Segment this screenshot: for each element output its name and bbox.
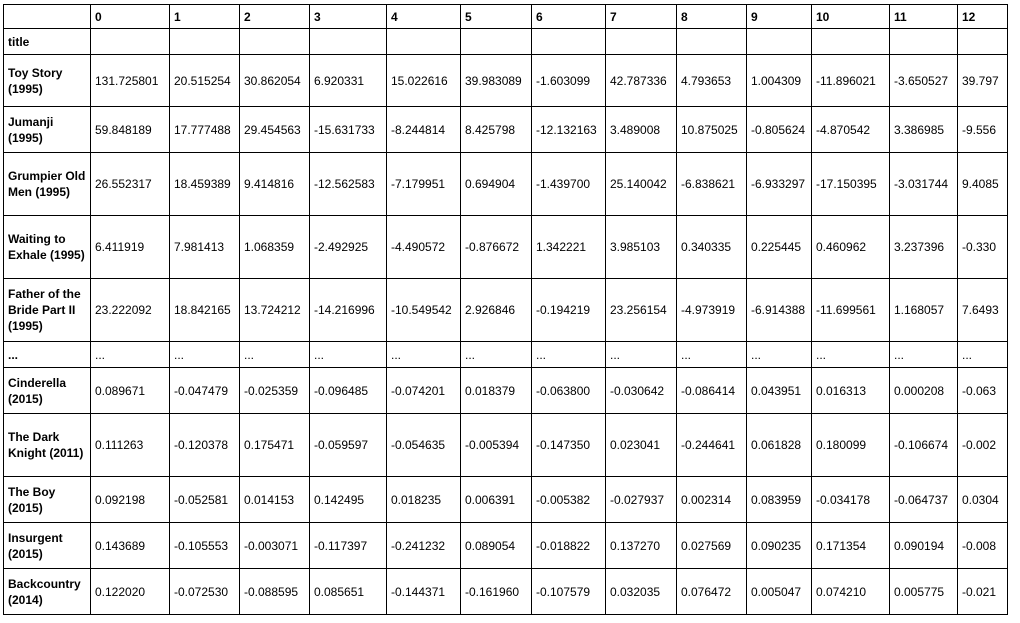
table-cell: 0.089054 [461,523,532,569]
table-cell: -0.805624 [747,107,812,153]
table-cell: ... [387,342,461,368]
table-row [4,216,1008,279]
empty-cell [606,29,677,55]
table-cell: -1.439700 [532,153,606,216]
table-cell: 0.006391 [461,477,532,523]
table-cell: -1.603099 [532,55,606,107]
table-cell: 0.005047 [747,569,812,615]
table-cell: 1.342221 [532,216,606,279]
table-cell: ... [461,342,532,368]
table-cell: -0.005394 [461,414,532,477]
row-label: ... [4,342,91,368]
table-cell: 42.787336 [606,55,677,107]
table-cell: -0.072530 [170,569,240,615]
empty-cell [532,29,606,55]
table-cell: 0.043951 [747,368,812,414]
column-header-9: 9 [747,5,812,29]
table-cell: 9.4085 [958,153,1008,216]
row-label: The Boy (2015) [4,477,91,523]
table-cell: -0.064737 [890,477,958,523]
table-cell: 4.793653 [677,55,747,107]
table-cell: -0.063 [958,368,1008,414]
table-cell: -4.870542 [812,107,890,153]
table-cell: -0.161960 [461,569,532,615]
table-cell: 7.6493 [958,279,1008,342]
table-row [4,342,1008,368]
table-cell: 0.089671 [91,368,170,414]
table-cell: -0.047479 [170,368,240,414]
index-name-cell: title [4,29,91,55]
table-cell: 18.842165 [170,279,240,342]
table-cell: 20.515254 [170,55,240,107]
table-cell: -17.150395 [812,153,890,216]
table-cell: -0.244641 [677,414,747,477]
table-cell: 0.694904 [461,153,532,216]
table-cell: -0.241232 [387,523,461,569]
table-cell: 15.022616 [387,55,461,107]
table-cell: -0.003071 [240,523,310,569]
table-cell: 1.168057 [890,279,958,342]
table-cell: ... [606,342,677,368]
table-row [4,523,1008,569]
empty-cell [310,29,387,55]
table-cell: 0.0304 [958,477,1008,523]
table-cell: 3.489008 [606,107,677,153]
table-cell: ... [170,342,240,368]
table-cell: 0.180099 [812,414,890,477]
table-cell: -9.556 [958,107,1008,153]
column-header-1: 1 [170,5,240,29]
row-label: The Dark Knight (2011) [4,414,91,477]
table-cell: -0.030642 [606,368,677,414]
table-cell: -0.330 [958,216,1008,279]
table-cell: 0.074210 [812,569,890,615]
table-cell: 0.005775 [890,569,958,615]
table-cell: -6.933297 [747,153,812,216]
empty-cell [387,29,461,55]
column-header-3: 3 [310,5,387,29]
table-cell: -11.896021 [812,55,890,107]
table-cell: 0.002314 [677,477,747,523]
table-cell: 30.862054 [240,55,310,107]
table-cell: -11.699561 [812,279,890,342]
table-cell: 25.140042 [606,153,677,216]
table-cell: 0.023041 [606,414,677,477]
table-cell: -4.973919 [677,279,747,342]
table-cell: -0.194219 [532,279,606,342]
column-header-8: 8 [677,5,747,29]
table-row [4,279,1008,342]
empty-cell [958,29,1008,55]
table-row [4,477,1008,523]
table-cell: 17.777488 [170,107,240,153]
table-cell: 0.171354 [812,523,890,569]
table-cell: -12.132163 [532,107,606,153]
column-header-5: 5 [461,5,532,29]
table-cell: -0.063800 [532,368,606,414]
table-cell: -0.008 [958,523,1008,569]
table-cell: 2.926846 [461,279,532,342]
table-cell: 0.032035 [606,569,677,615]
table-cell: 18.459389 [170,153,240,216]
table-cell: 26.552317 [91,153,170,216]
table-row [4,569,1008,615]
table-cell: ... [747,342,812,368]
table-cell: 0.018235 [387,477,461,523]
table-cell: 7.981413 [170,216,240,279]
table-cell: 0.340335 [677,216,747,279]
table-cell: -12.562583 [310,153,387,216]
table-cell: 0.018379 [461,368,532,414]
column-header-10: 10 [812,5,890,29]
column-header-7: 7 [606,5,677,29]
column-header-6: 6 [532,5,606,29]
table-cell: -3.650527 [890,55,958,107]
column-header-12: 12 [958,5,1008,29]
table-row [4,107,1008,153]
table-cell: -2.492925 [310,216,387,279]
row-label: Toy Story (1995) [4,55,91,107]
table-cell: -0.096485 [310,368,387,414]
table-cell: 0.076472 [677,569,747,615]
table-cell: -0.088595 [240,569,310,615]
index-name-row [4,29,1008,55]
row-label: Backcountry (2014) [4,569,91,615]
row-label: Cinderella (2015) [4,368,91,414]
row-label: Father of the Bride Part II (1995) [4,279,91,342]
table-cell: -6.914388 [747,279,812,342]
table-row [4,414,1008,477]
table-cell: -0.002 [958,414,1008,477]
table-cell: 39.797 [958,55,1008,107]
table-row [4,55,1008,107]
row-label: Waiting to Exhale (1995) [4,216,91,279]
table-cell: 3.985103 [606,216,677,279]
table-cell: 0.122020 [91,569,170,615]
table-cell: 0.083959 [747,477,812,523]
corner-header-cell [4,5,91,29]
table-cell: 0.143689 [91,523,170,569]
table-cell: 6.411919 [91,216,170,279]
empty-cell [890,29,958,55]
table-cell: -10.549542 [387,279,461,342]
column-header-11: 11 [890,5,958,29]
table-cell: -0.052581 [170,477,240,523]
table-cell: -0.144371 [387,569,461,615]
table-cell: 59.848189 [91,107,170,153]
table-cell: -14.216996 [310,279,387,342]
table-cell: -8.244814 [387,107,461,153]
row-label: Jumanji (1995) [4,107,91,153]
column-header-row [4,5,1008,29]
table-cell: -0.107579 [532,569,606,615]
table-cell: 131.725801 [91,55,170,107]
table-cell: 9.414816 [240,153,310,216]
table-cell: ... [677,342,747,368]
table-cell: -0.117397 [310,523,387,569]
table-cell: 0.142495 [310,477,387,523]
empty-cell [240,29,310,55]
table-cell: 0.014153 [240,477,310,523]
table-cell: -0.106674 [890,414,958,477]
table-cell: -0.027937 [606,477,677,523]
table-cell: 6.920331 [310,55,387,107]
empty-cell [91,29,170,55]
table-cell: 29.454563 [240,107,310,153]
table-cell: 1.068359 [240,216,310,279]
table-cell: 0.027569 [677,523,747,569]
table-cell: 39.983089 [461,55,532,107]
dataframe-table [3,4,1008,615]
table-cell: 0.016313 [812,368,890,414]
table-cell: -0.120378 [170,414,240,477]
table-cell: -0.025359 [240,368,310,414]
table-cell: 0.225445 [747,216,812,279]
table-cell: 3.237396 [890,216,958,279]
empty-cell [461,29,532,55]
table-cell: -7.179951 [387,153,461,216]
table-cell: -0.054635 [387,414,461,477]
column-header-4: 4 [387,5,461,29]
table-cell: -0.034178 [812,477,890,523]
table-cell: -0.086414 [677,368,747,414]
table-cell: ... [240,342,310,368]
table-cell: -0.876672 [461,216,532,279]
empty-cell [170,29,240,55]
table-cell: -0.147350 [532,414,606,477]
viewport-clip [1008,0,1020,623]
table-cell: -15.631733 [310,107,387,153]
table-cell: 0.061828 [747,414,812,477]
table-body [4,55,1008,615]
column-header-2: 2 [240,5,310,29]
table-cell: 0.111263 [91,414,170,477]
empty-cell [677,29,747,55]
table-cell: ... [532,342,606,368]
table-row [4,153,1008,216]
table-cell: 0.000208 [890,368,958,414]
table-cell: 3.386985 [890,107,958,153]
table-cell: ... [958,342,1008,368]
table-cell: -0.005382 [532,477,606,523]
table-cell: 0.090194 [890,523,958,569]
table-cell: 8.425798 [461,107,532,153]
table-cell: -3.031744 [890,153,958,216]
table-cell: ... [91,342,170,368]
table-cell: -0.059597 [310,414,387,477]
table-cell: -4.490572 [387,216,461,279]
table-cell: 23.222092 [91,279,170,342]
empty-cell [747,29,812,55]
table-cell: ... [310,342,387,368]
row-label: Insurgent (2015) [4,523,91,569]
table-cell: ... [890,342,958,368]
row-label: Grumpier Old Men (1995) [4,153,91,216]
table-cell: 0.092198 [91,477,170,523]
table-cell: 23.256154 [606,279,677,342]
table-cell: -0.018822 [532,523,606,569]
table-cell: 0.090235 [747,523,812,569]
table-cell: 0.137270 [606,523,677,569]
table-cell: 10.875025 [677,107,747,153]
table-cell: -0.105553 [170,523,240,569]
table-cell: -0.074201 [387,368,461,414]
table-cell: 0.085651 [310,569,387,615]
table-cell: 1.004309 [747,55,812,107]
empty-cell [812,29,890,55]
column-header-0: 0 [91,5,170,29]
table-cell: 0.175471 [240,414,310,477]
table-cell: -6.838621 [677,153,747,216]
table-header [4,5,1008,55]
table-cell: ... [812,342,890,368]
table-row [4,368,1008,414]
table-cell: 13.724212 [240,279,310,342]
table-cell: -0.021 [958,569,1008,615]
table-cell: 0.460962 [812,216,890,279]
